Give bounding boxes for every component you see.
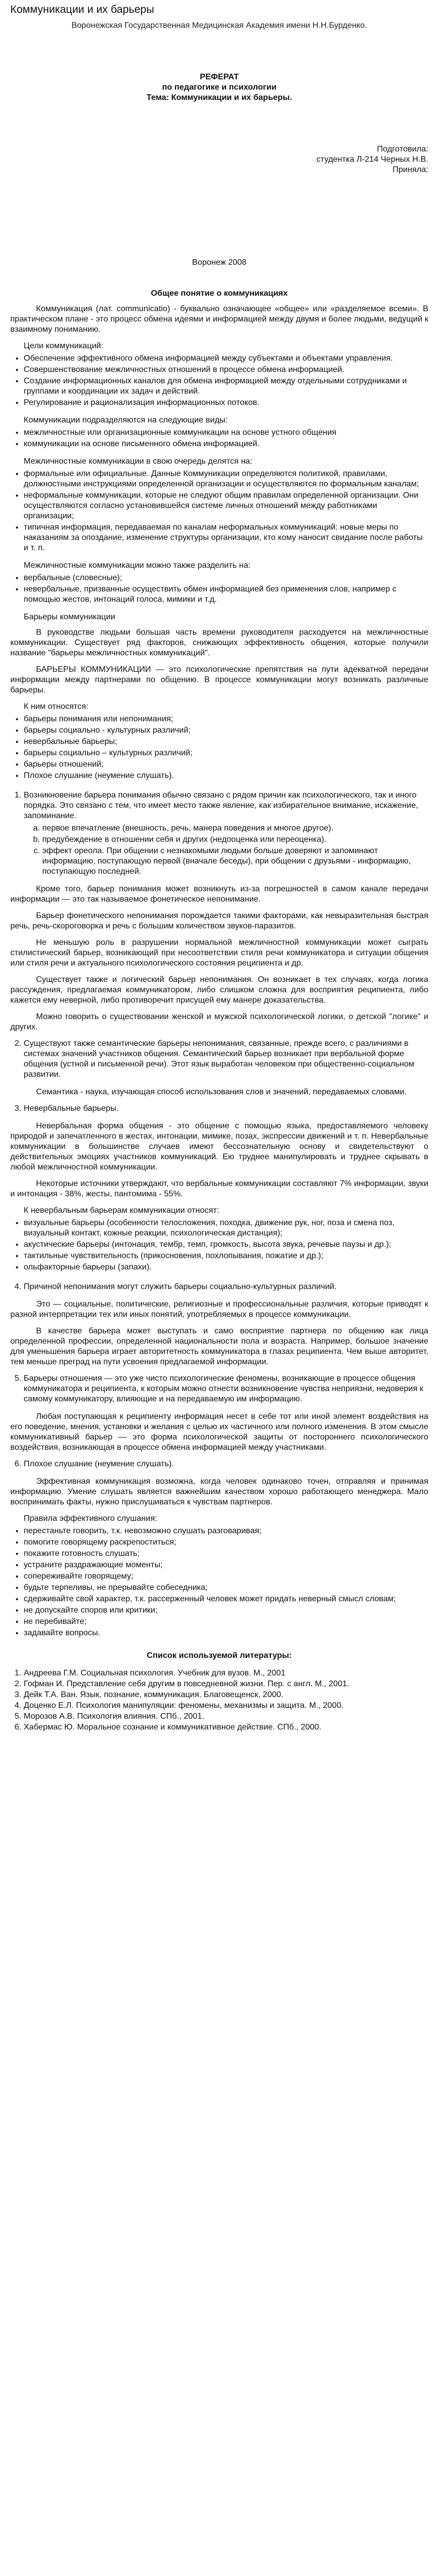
student-label: студентка Л-214 Черных Н.В.: [316, 155, 428, 164]
numbered-list-2: [10, 1039, 428, 1080]
document-title: Коммуникации и их барьеры: [10, 4, 154, 15]
numbered-list-5: [10, 1374, 428, 1404]
list-item: 4. Причиной непонимания могут служить барьеры социально-культурных различий.: [24, 1282, 428, 1292]
ref-label: РЕФЕРАТ: [200, 73, 239, 81]
list-item: 1. Возникновение барьера понимания обычно связано с рядом причин как психологического, так и иного порядка. Это связано с тем, что имеет место также явление, как избирательное внимание, искажение, запоминание.: [24, 790, 428, 821]
list-item: 3. Невербальные барьеры.: [24, 1104, 428, 1114]
interp-list: [10, 469, 428, 553]
list-item: • сдерживайте свой характер, т.к. рассерженный человек может придать неверный смысл словам;: [24, 1594, 428, 1604]
list-item: • акустические барьеры (интонация, тембр, темп, громкость, высота звука, речевые паузы и др.);: [24, 1240, 428, 1250]
numbered-list-1: [10, 790, 428, 821]
paragraph: Некоторые источники утверждают, что вербальные коммуникации составляют 7% информации, звуки и интонация - 38%, жесты, пантомима - 55%.: [10, 1179, 428, 1198]
list-item: 5. Барьеры отношения — это уже чисто психологические феномены, возникающие в процессе общения коммуникатора и реципиента, к которым можно отнести возникновение чувства неприязни, недоверия к самому коммуникатору, влияющие и на передаваемую им информацию.: [24, 1374, 428, 1404]
list-item: • не перебивайте;: [24, 1617, 428, 1627]
paragraph: Невербальная форма общения - это общение с помощью языка, предоставляемого человеку природой и запечатленного в жестах, интонации, мимике, позах, экспрессии движений и т. п. Невербальные коммуникации в большинстве случаев имеют бессознательную основу и свидетельствуют о действительных эмоциях участников коммуникаций. Ею труднее манипулировать и труднее скрывать в любой межличностной коммуникации.: [10, 1122, 428, 1172]
list-item: 5. Морозов А.В. Психология влияния. СПб., 2001.: [24, 1711, 428, 1722]
list-item: • тактильные чувствительность (прикосновения, похлопывания, пожатие и др.);: [24, 1251, 428, 1261]
list-item: • барьеры понимания или непонимания;: [24, 714, 428, 724]
document: [10, 3, 428, 1735]
list-item: 1. Андреева Г.М. Социальная психология. Учебник для вузов. М., 2001: [24, 1668, 428, 1679]
section-heading: Общее понятие о коммуникациях: [151, 289, 288, 298]
list-item: • барьеры отношений;: [24, 759, 428, 770]
list-item: • перестаньте говорить, т.к. невозможно слушать разговаривая;: [24, 1526, 428, 1536]
these-title: К ним относятся:: [24, 702, 89, 711]
list-item: • неформальные коммуникации, которые не следуют общим правилам определенной организации. Они осуществляются согласно установившейся системе личных отношений между работниками организации;: [24, 490, 428, 521]
list-item: • Регулирование и рационализация информационных потоков.: [24, 398, 428, 408]
bibliography-title: Список используемой литературы:: [147, 1651, 292, 1660]
can-list: [10, 573, 428, 605]
paragraph: В руководстве людьми большая часть времени руководителя расходуется на межличностные коммуникации. Существует ряд факторов, снижающих эффективность общения, которые получили название "барьеры межличностных коммуникаций".: [10, 628, 428, 657]
list-item: • сопереживайте говорящему;: [24, 1571, 428, 1582]
list-item: • барьеры социально – культурных различий;: [24, 748, 428, 758]
list-item: • Плохое слушание (неумение слушать).: [24, 771, 428, 781]
list-item: • помогите говорящему раскрепоститься;: [24, 1537, 428, 1548]
paragraph: Коммуникация (лат. communicatio) - буквально означающее «общее» или «разделяемое всеми». В практическом плане - это процесс обмена идеями и информацией между двумя и более людьми, ведущий к взаимному пониманию.: [10, 304, 428, 334]
goals-list: [10, 353, 428, 408]
list-item: • Совершенствование межличностных отношений в процессе обмена информацией.: [24, 365, 428, 375]
list-item: 3. Дейк Т.А. Ван. Язык, познание, коммуникация. Благовещенск, 2000.: [24, 1690, 428, 1700]
rules-title: Правила эффективного слушания:: [24, 1514, 158, 1523]
goals-title: Цели коммуникаций:: [24, 342, 103, 350]
these-list: [10, 714, 428, 781]
list-item: 6. Плохое слушание (неумение слушать).: [24, 1459, 428, 1469]
bibliography-list: [10, 1668, 428, 1733]
paragraph: Существует также и логический барьер непонимания. Он возникает в тех случаях, когда логика рассуждения, предлагаемая коммуникатором, либо слишком сложна для восприятия реципиента, либо кажется ему неверной, либо противоречит присущей ему манере доказательства.: [10, 975, 428, 1005]
list-item: • вербальные (словесные);: [24, 573, 428, 583]
subitems-list: [10, 823, 428, 877]
academy-name: Воронежская Государственная Медицинская Академия имени Н.Н.Бурденко.: [71, 21, 368, 30]
list-item: 2. Гофман И. Представление себя другим в повседневной жизни. Пер. с англ. М., 2001.: [24, 1679, 428, 1689]
paragraph: Это — социальные, политические, религиозные и профессиональные различия, которые приводят к разной интерпретации тех или иных понятий, употребляемых в процессе коммуникации.: [10, 1300, 428, 1319]
list-item: • визуальные барьеры (особенности телосложения, походка, движение рук, ног, поза и смена поз, визуальный контакт, кожные реакции, психологическая дистанция);: [24, 1218, 428, 1239]
prepared-label: Подготовила:: [377, 145, 428, 154]
numbered-list-4: [10, 1282, 428, 1292]
list-item: • не допускайте споров или критики;: [24, 1605, 428, 1616]
theme-label: Тема: Коммуникации и их барьеры.: [146, 93, 292, 102]
list-item: • устраните раздражающие моменты;: [24, 1560, 428, 1570]
list-item: • коммуникации на основе письменного обмена информацией.: [24, 439, 428, 449]
paragraph: Барьер фонетического непонимания порождается такими факторами, как невыразительная быстрая речь, речь-скороговорка и речь с большим количеством звуков-паразитов.: [10, 911, 428, 930]
rules-list: [10, 1526, 428, 1638]
nonverb-title: К невербальным барьерам коммуникации относят:: [24, 1206, 219, 1215]
paragraph: Не меньшую роль в разрушении нормальной межличностной коммуникации может сыграть стилистический барьер, возникающий при несоответствии стиля речи коммуникатора и ситуации общения или стиля речи и актуального психологического состояния реципиента и др.: [10, 938, 428, 968]
kinds-title: Коммуникации подразделяются на следующие виды:: [24, 416, 228, 425]
list-item: c. эффект ореола. При общении с незнакомыми людьми больше доверяют и запоминают информацию, поступающую первой (вначале беседы), при общении с друзьями - информацию, поступающую последней.: [42, 846, 428, 877]
list-item: • Обеспечение эффективного обмена информацией между субъектами и объектами управления.: [24, 353, 428, 364]
numbered-list-6: [10, 1459, 428, 1469]
list-item: • межличностные или организационные коммуникации на основе устного общения: [24, 428, 428, 438]
paragraph: Эффективная коммуникация возможна, когда человек одинаково точен, отправляя и принимая информацию. Умение слушать является важнейшим качеством хорошо работающего менеджера. Мало воспринимать факты, нужно прислушиваться к чувствам партнеров.: [10, 1477, 428, 1506]
list-item: • покажите готовность слушать;: [24, 1549, 428, 1559]
list-item: • барьеры социально - культурных различий;: [24, 725, 428, 736]
city-year: Воронеж 2008: [192, 258, 247, 267]
list-item: • невербальные барьеры;: [24, 737, 428, 747]
list-item: • Создание информационных каналов для обмена информацией между отдельными сотрудниками и группами и координации их задач и действий.: [24, 376, 428, 397]
nonverb-list: [10, 1218, 428, 1273]
paragraph: БАРЬЕРЫ КОММУНИКАЦИИ — это психологические препятствия на пути адекватной передачи информации между партнерами по общению. В процессе коммуникации могут возникать различные барьеры.: [10, 665, 428, 694]
paragraph: Любая поступающая к реципиенту информация несет в себе тот или иной элемент воздействия на его поведение, мнения, установки и желания с целью их частичного или полного изменения. В этом смысле коммуникативный барьер — это форма психологической защиты от постороннего психологического воздействия, возникающая в процессе обмена информацией между участниками.: [10, 1412, 428, 1452]
paragraph: В качестве барьера может выступать и само восприятие партнера по общению как лица определенной профессии, определенной национальности пола и возраста. Например, большое значение для уменьшения барьера играет авторитетность коммуникатора в глазах реципиента. Чем выше авторитет, тем меньше преград на пути усвоения предлагаемой информации.: [10, 1327, 428, 1366]
list-item: • будьте терпеливы, не прерывайте собеседника;: [24, 1583, 428, 1593]
list-item: • формальные или официальные. Данные Коммуникации определяются политикой, правилами, должностными инструкциями определенной организации и осуществляются по формальным каналам;: [24, 469, 428, 489]
subject-label: по педагогике и психологии: [162, 83, 277, 92]
list-item: 4. Доценко Е.Л. Психология манипуляции: феномены, механизмы и защита. М., 2000.: [24, 1701, 428, 1711]
list-item: • задавайте вопросы.: [24, 1628, 428, 1638]
paragraph: Кроме того, барьер понимания может возникнуть из-за погрешностей в самом канале передачи информации — это так называемое фонетическое непонимание.: [10, 885, 428, 904]
list-item: 2. Существуют также семантические барьеры непонимания, связанные, прежде всего, с различиями в системах значений участников общения. Семантический барьер возникает при вербальной форме общения (устной и письменной речи). Этот язык выработан человеком при общественно-социальном развитии.: [24, 1039, 428, 1080]
list-item: • ольфакторные барьеры (запахи).: [24, 1262, 428, 1273]
list-item: • типичная информация, передаваемая по каналам неформальных коммуникаций: новые меры по наказаниям за опоздание, изменение структуры организации, кто кому наносит свидание после работы и т. п.: [24, 522, 428, 553]
paragraph: Можно говорить о существовании женской и мужской психологической логики, о детской "логике" и других.: [10, 1012, 428, 1031]
list-item: b. предубеждение в отношении себя и других (недооценка или переоценка).: [42, 835, 428, 845]
accepted-label: Приняла:: [392, 165, 428, 174]
paragraph: Семантика - наука, изучающая способ использования слов и значений, передаваемых словами.: [36, 1088, 407, 1096]
kinds-list: [10, 428, 428, 449]
list-item: 6. Хабермас Ю. Моральное сознание и коммуникативное действие. СПб., 2000.: [24, 1722, 428, 1733]
barriers-label: Барьеры коммуникации: [24, 613, 115, 621]
numbered-list-3: [10, 1104, 428, 1114]
list-item: a. первое впечатление (внешность, речь, манера поведения и многое другое).: [42, 823, 428, 834]
interp-title: Межличностные коммуникации в свою очередь делятся на:: [24, 457, 253, 466]
can-title: Межличностные коммуникации можно также разделить на:: [24, 561, 251, 570]
list-item: • невербальные, призванные осуществить обмен информацией без применения слов, например с помощью жестов, интонаций голоса, мимики и т.д.: [24, 584, 428, 605]
